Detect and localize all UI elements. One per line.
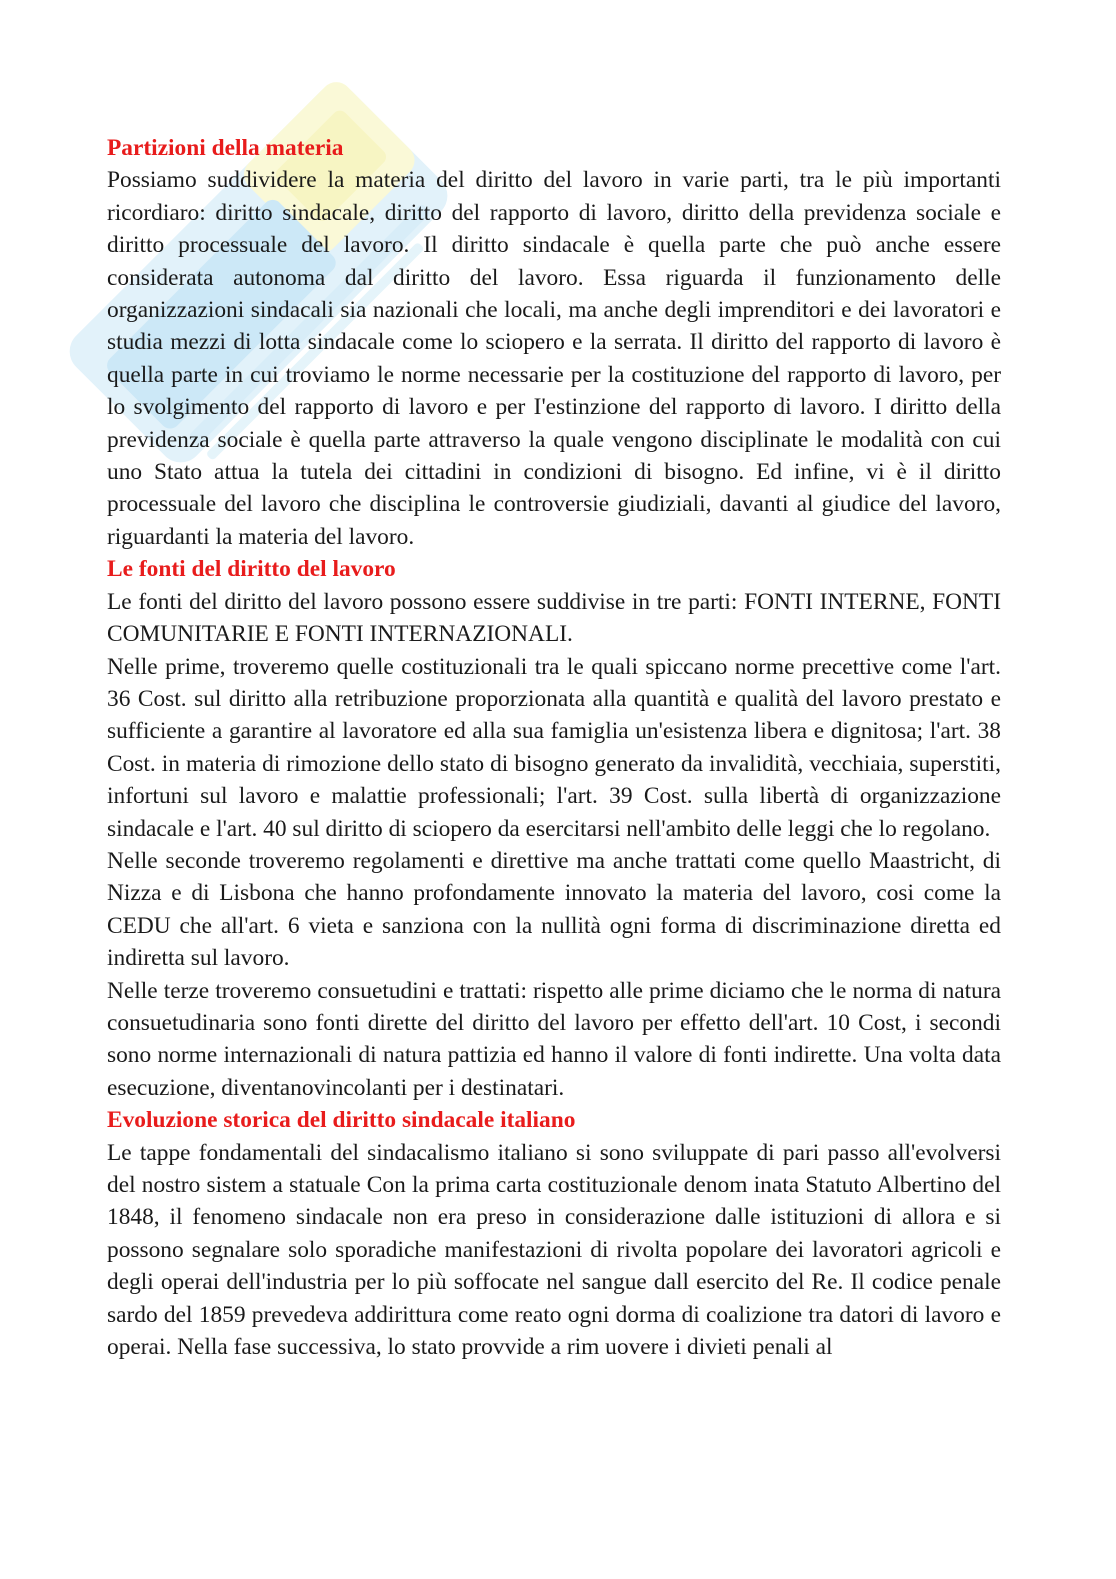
paragraph: Possiamo suddividere la materia del diritto del lavoro in varie parti, tra le più importanti ricordiaro: diritto sindacale, diritto del rapporto di lavoro, diritto della previdenza sociale e diritto processuale del lavoro. Il diritto sindacale è quella parte che può anche essere considerata autonoma dal diritto del lavoro. Essa riguarda il funzionamento delle organizzazioni sindacali sia nazionali che locali, ma anche degli imprenditori e dei lavoratori e studia mezzi di lotta sindacale come lo sciopero e la serrata. Il diritto del rapporto di lavoro è quella parte in cui troviamo le norme necessarie per la costituzione del rapporto di lavoro, per lo svolgimento del rapporto di lavoro e per I'estinzione del rapporto di lavoro. I diritto della previdenza sociale è quella parte attraverso la quale vengono disciplinate le modalità con cui uno Stato attua la tutela dei cittadini in condizioni di bisogno. Ed infine, vi è il diritto processuale del lavoro che disciplina le controversie giudiziali, davanti al giudice del lavoro, riguardanti la materia del lavoro. xyxy=(107,167,1001,550)
section-heading: Le fonti del diritto del lavoro xyxy=(107,556,396,583)
section-heading: Partizioni della materia xyxy=(107,135,344,161)
paragraph: Nelle prime, troveremo quelle costituzionali tra le quali spiccano norme precettive come l'art. 36 Cost. sul diritto alla retribuzione proporzionata alla quantità e qualità del lavoro prestato e sufficiente a garantire al lavoratore ed alla sua famiglia un'esistenza libera e dignitosa; l'art. 38 Cost. in materia di rimozione dello stato di bisogno generato da invalidità, vecchiaia, superstiti, infortuni sul lavoro e malattie professionali; l'art. 39 Cost. sulla libertà di organizzazione sindacale e l'art. 40 sul diritto di sciopero da esercitarsi nell'ambito delle leggi che lo regolano. xyxy=(107,653,1001,842)
section-fonti xyxy=(107,553,1001,1104)
document-body xyxy=(107,132,1001,1363)
paragraph: Le fonti del diritto del lavoro possono essere suddivise in tre parti: FONTI INTERNE, FONTI COMUNITARIE E FONTI INTERNAZIONALI. xyxy=(107,588,1001,648)
section-partizioni xyxy=(107,132,1001,553)
paragraph: Nelle seconde troveremo regolamenti e direttive ma anche trattati come quello Maastricht, di Nizza e di Lisbona che hanno profondamente innovato la materia del lavoro, cosi come la CEDU che all'art. 6 vieta e sanziona con la nullità ogni forma di discriminazione diretta ed indiretta sul lavoro. xyxy=(107,847,1001,972)
section-evoluzione xyxy=(107,1104,1001,1363)
paragraph: Nelle terze troveremo consuetudini e trattati: rispetto alle prime diciamo che le norma di natura consuetudinaria sono fonti dirette del diritto del lavoro per effetto dell'art. 10 Cost, i secondi sono norme internazionali di natura pattizia ed hanno il valore di fonti indirette. Una volta data esecuzione, diventanovincolanti per i destinatari. xyxy=(107,977,1001,1101)
paragraph: Le tappe fondamentali del sindacalismo italiano si sono sviluppate di pari passo all'evolversi del nostro sistem a statuale Con la prima carta costituzionale denom inata Statuto Albertino del 1848, il fenomeno sindacale non era preso in considerazione dalle istituzioni di allora e si possono segnalare solo sporadiche manifestazioni di rivolta popolare dei lavoratori agricoli e degli operai dell'industria per lo più soffocate nel sangue dall esercito del Re. Il codice penale sardo del 1859 prevedeva addirittura come reato ogni dorma di coalizione tra datori di lavoro e operai. Nella fase successiva, lo stato provvide a rim uovere i divieti penali al xyxy=(107,1139,1001,1361)
section-heading: Evoluzione storica del diritto sindacale italiano xyxy=(107,1107,576,1134)
